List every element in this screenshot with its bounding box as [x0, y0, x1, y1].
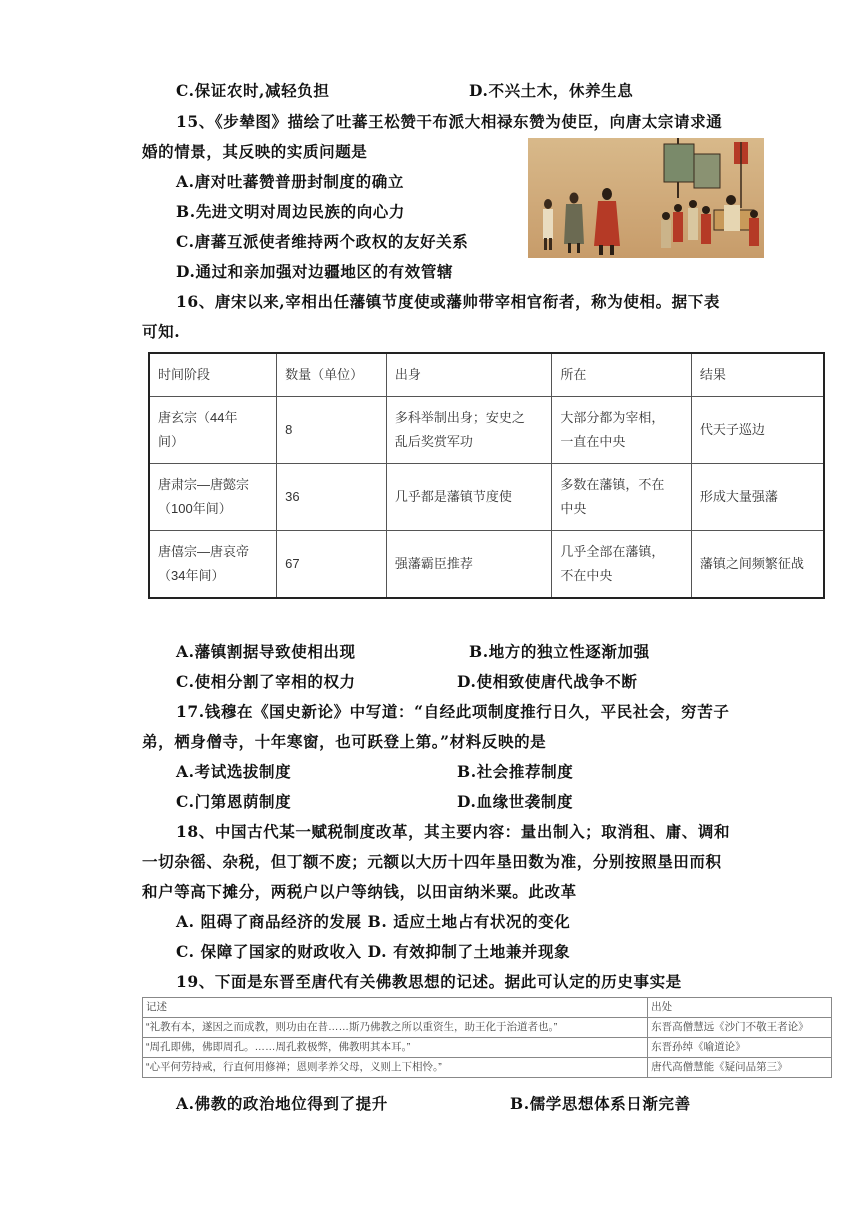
period-text: 间）: [158, 434, 185, 449]
q17-option-a[interactable]: A.考试选拔制度: [176, 762, 292, 781]
table-row: [149, 531, 824, 599]
q14-option-d[interactable]: D.不兴土木，休养生息: [469, 81, 634, 100]
table-header-cell: 出处: [648, 998, 832, 1018]
quote-cell: “礼教有本，遂因之而成教，则功由在昔……斯乃佛教之所以重资生，助王化于治道者也。”: [143, 1018, 648, 1038]
table-header-cell: 时间阶段: [149, 353, 277, 397]
q15-option-a[interactable]: A.唐对吐蕃赞普册封制度的确立: [176, 172, 404, 191]
table-row: [149, 397, 824, 464]
quote-cell: “周孔即佛，佛即周孔。……周孔救极弊，佛教明其本耳。”: [143, 1038, 648, 1058]
period-text: （100年间）: [158, 501, 232, 516]
source-cell: 东晋孙绰《喻道论》: [648, 1038, 832, 1058]
table-header-row: [143, 998, 832, 1018]
q16-option-c[interactable]: C.使相分割了宰相的权力: [176, 672, 356, 691]
table-row: [143, 1038, 832, 1058]
location-text: 中央: [560, 501, 587, 516]
period-text: （34年间）: [158, 568, 225, 583]
table-header-cell: 记述: [143, 998, 648, 1018]
period-cell: [149, 531, 277, 599]
origin-cell: 几乎都是藩镇节度使: [386, 464, 551, 531]
location-cell: [552, 531, 692, 599]
q16-option-d[interactable]: D.使相致使唐代战争不断: [457, 672, 638, 691]
q15-option-b[interactable]: B.先进文明对周边民族的向心力: [176, 202, 405, 221]
period-text: 唐玄宗（44年: [158, 410, 238, 425]
period-text: 唐肃宗—唐懿宗: [158, 477, 250, 492]
table-header-cell: 结果: [691, 353, 824, 397]
q17-option-d[interactable]: D.血缘世袭制度: [457, 792, 574, 811]
period-cell: [149, 397, 277, 464]
q16-stem-line2: 可知.: [142, 322, 181, 341]
table-row: [143, 1058, 832, 1078]
q15-option-c[interactable]: C.唐蕃互派使者维持两个政权的友好关系: [176, 232, 469, 251]
q18-stem-line3: 和户等高下摊分，两税户以户等纳钱，以田亩纳米粟。此改革: [142, 882, 577, 901]
quote-cell: “心平何劳持戒，行直何用修禅；恩则孝养父母，义则上下相怜。”: [143, 1058, 648, 1078]
origin-cell: [386, 397, 551, 464]
source-cell: 东晋高僧慧远《沙门不敬王者论》: [648, 1018, 832, 1038]
q15-stem-line1: 15、《步辇图》描绘了吐蕃王松赞干布派大相禄东赞为使臣，向唐太宗请求通: [176, 112, 723, 131]
location-cell: [552, 397, 692, 464]
q18-stem-line1: 18、中国古代某一赋税制度改革，其主要内容：量出制入；取消租、庸、调和: [176, 822, 731, 841]
q16-option-a[interactable]: A.藩镇割据导致使相出现: [176, 642, 356, 661]
count-cell: 67: [277, 531, 387, 599]
bunian-tu-painting: [528, 138, 764, 258]
result-cell: 代天子巡边: [691, 397, 824, 464]
q19-option-b[interactable]: B.儒学思想体系日渐完善: [510, 1094, 691, 1113]
q19-table: [142, 997, 832, 1078]
location-text: 不在中央: [560, 568, 613, 583]
origin-cell: 强藩霸臣推荐: [386, 531, 551, 599]
location-text: 大部分都为宰相，: [560, 410, 665, 425]
q17-option-c[interactable]: C.门第恩荫制度: [176, 792, 292, 811]
q15-stem-line2: 婚的情景，其反映的实质问题是: [142, 142, 368, 161]
q15-option-d[interactable]: D.通过和亲加强对边疆地区的有效管辖: [176, 262, 454, 281]
q16-stem-line1: 16、唐宋以来,宰相出任藩镇节度使或藩帅带宰相官衔者，称为使相。据下表: [176, 292, 720, 311]
table-header-row: [149, 353, 824, 397]
q17-stem-line1: 17.钱穆在《国史新论》中写道：“自经此项制度推行日久，平民社会，穷苦子: [176, 702, 730, 721]
q17-stem-line2: 弟，栖身僧寺，十年寒窗，也可跃登上第。”材料反映的是: [142, 732, 547, 751]
result-cell: 藩镇之间频繁征战: [691, 531, 824, 599]
location-text: 一直在中央: [560, 434, 626, 449]
q18-options-cd[interactable]: C. 保障了国家的财政收入 D. 有效抑制了土地兼并现象: [176, 942, 571, 961]
q16-table: [148, 352, 825, 599]
table-header-cell: 所在: [552, 353, 692, 397]
q19-stem-line1: 19、下面是东晋至唐代有关佛教思想的记述。据此可认定的历史事实是: [176, 972, 682, 991]
origin-text: 乱后奖赏军功: [394, 434, 473, 449]
count-cell: 36: [277, 464, 387, 531]
table-header-cell: 出身: [386, 353, 551, 397]
table-row: [149, 464, 824, 531]
source-cell: 唐代高僧慧能《疑问品第三》: [648, 1058, 832, 1078]
q18-options-ab[interactable]: A. 阻碍了商品经济的发展 B. 适应土地占有状况的变化: [176, 912, 571, 931]
table-header-cell: 数量（单位）: [277, 353, 387, 397]
q17-option-b[interactable]: B.社会推荐制度: [457, 762, 574, 781]
location-text: 几乎全部在藩镇，: [560, 544, 665, 559]
painting-figures: [528, 138, 764, 258]
period-cell: [149, 464, 277, 531]
q19-option-a[interactable]: A.佛教的政治地位得到了提升: [176, 1094, 388, 1113]
location-cell: [552, 464, 692, 531]
result-cell: 形成大量强藩: [691, 464, 824, 531]
location-text: 多数在藩镇，不在: [560, 477, 665, 492]
q16-option-b[interactable]: B.地方的独立性逐渐加强: [469, 642, 650, 661]
period-text: 唐僖宗—唐哀帝: [158, 544, 250, 559]
q18-stem-line2: 一切杂徭、杂税，但丁额不废；元额以大历十四年垦田数为准，分别按照垦田而积: [142, 852, 722, 871]
table-row: [143, 1018, 832, 1038]
count-cell: 8: [277, 397, 387, 464]
origin-text: 多科举制出身；安史之: [394, 410, 525, 425]
q14-option-c[interactable]: C.保证农时,减轻负担: [176, 81, 330, 100]
